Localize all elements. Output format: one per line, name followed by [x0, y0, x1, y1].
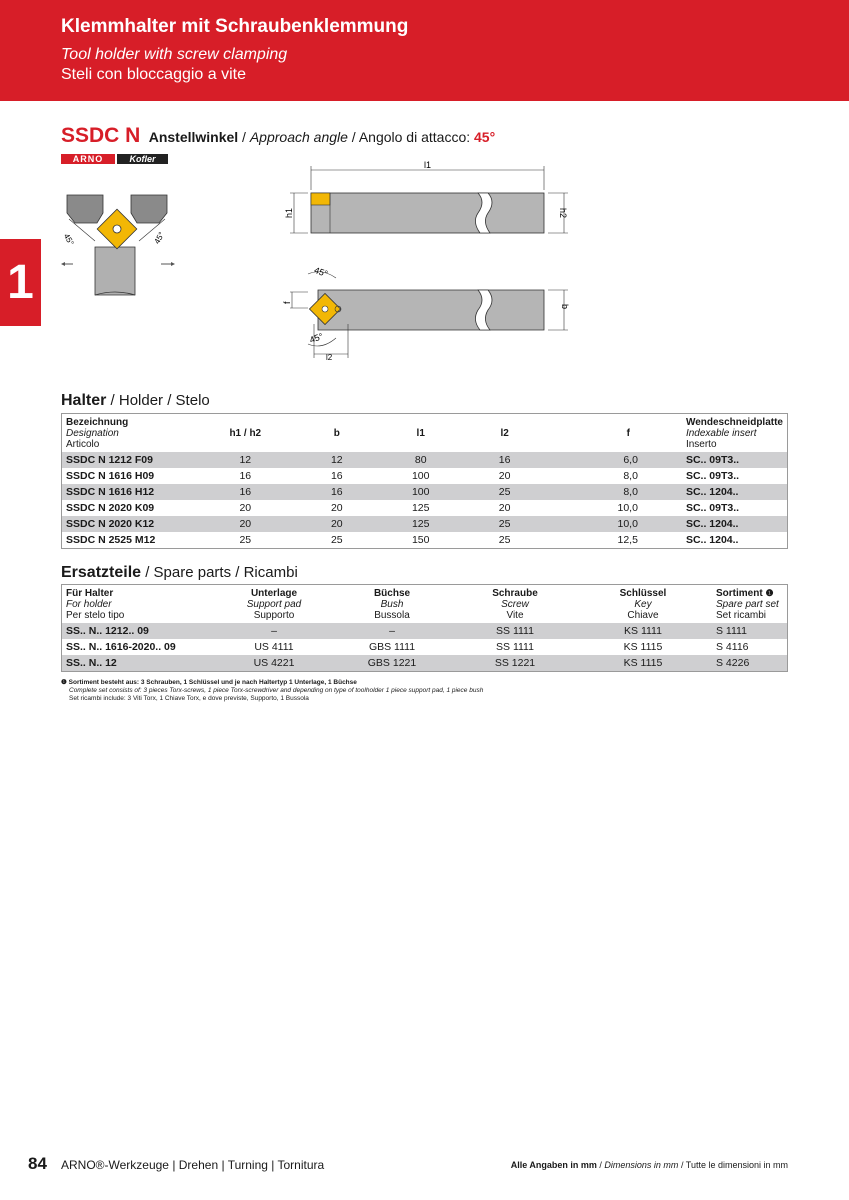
col-bush: Büchse Bush Bussola: [373, 588, 411, 621]
chapter-tab: 1: [0, 239, 41, 326]
table-row: SSDC N 1616 H09 16 16 100 20 8,0 SC.. 09T3..: [66, 470, 740, 482]
col-l2: l2: [500, 428, 509, 439]
dim-l1-label: l1: [424, 160, 432, 170]
dim-h2-label: h2: [558, 208, 568, 219]
dim-h1-label: h1: [284, 207, 294, 218]
table-row: SSDC N 2020 K12 20 20 125 25 10,0 SC.. 1204..: [62, 516, 788, 532]
col-b: b: [333, 428, 340, 439]
info-icon: ❶: [61, 679, 67, 686]
spares-table: [61, 584, 788, 672]
kofler-logo: Kofler: [117, 154, 168, 164]
angle-label-en: Approach angle: [249, 129, 348, 145]
table-row: SSDC N 1616 H12 16 16 100 25 8,0 SC.. 1204..: [62, 484, 788, 500]
header-title-en: Tool holder with screw clamping: [61, 46, 288, 63]
table-row: SS.. N.. 1212.. 09 – – SS 1111 KS 1111 S 1111: [62, 623, 788, 639]
page-number: 84: [28, 1154, 47, 1173]
table-row: SS.. N.. 12 US 4221 GBS 1221 SS 1221 KS 1115 S 4226: [62, 655, 788, 672]
col-support-pad: Unterlage Support pad Supporto: [246, 588, 302, 621]
angle-right-label: 45°: [152, 230, 167, 246]
page-footer: [0, 1150, 849, 1180]
table-row: SSDC N 2020 K09 20 20 125 20 10,0 SC.. 09T3..: [66, 502, 740, 514]
angle-label-it: Angolo di attacco:: [358, 129, 471, 145]
col-insert: Wendeschneidplatte Indexable insert Inserto: [685, 417, 783, 450]
spares-section-title: Ersatzteile / Spare parts / Ricambi: [61, 564, 298, 581]
product-title: SSDC N Anstellwinkel / Approach angle / Angolo di attacco: 45°: [61, 124, 496, 147]
holder-head-drawing: [55, 185, 185, 300]
col-l1: l1: [416, 428, 425, 439]
holder-section-title: Halter / Holder / Stelo: [61, 392, 210, 409]
arno-logo: ARNO: [61, 154, 115, 164]
page-header: [0, 0, 849, 101]
table-row: SSDC N 1212 F09 12 12 80 16 6,0 SC.. 09T3..: [62, 452, 788, 468]
header-title-de: Klemmhalter mit Schraubenklemmung: [61, 16, 409, 37]
holder-table: [61, 413, 788, 549]
col-spare-set: Sortiment ❶ Spare part set Set ricambi: [716, 588, 779, 621]
angle-top-label: 45°: [312, 264, 330, 280]
footer-brand: ARNO®-Werkzeuge | Drehen | Turning | Tornitura: [61, 1158, 325, 1172]
angle-bottom-label: 45°: [308, 331, 325, 346]
col-h1h2: h1 / h2: [229, 428, 262, 439]
col-screw: Schraube Screw Vite: [492, 588, 538, 621]
top-view-drawing: [278, 262, 578, 362]
dim-b-label: b: [560, 304, 570, 310]
col-for-holder: Für Halter For holder Per stelo tipo: [66, 588, 125, 621]
angle-left-label: 45°: [61, 232, 76, 248]
info-icon: ❶: [765, 588, 774, 598]
side-view-drawing: [278, 160, 578, 240]
angle-value: 45°: [474, 129, 496, 145]
col-key: Schlüssel Key Chiave: [619, 588, 667, 621]
dim-f-label: f: [282, 301, 292, 304]
brand-logos: [61, 154, 168, 164]
product-code: SSDC N: [61, 124, 141, 147]
footer-units: Alle Angaben in mm / Dimensions in mm / Tutte le dimensioni in mm: [510, 1160, 788, 1170]
angle-label-de: Anstellwinkel: [148, 129, 239, 145]
dim-l2-label: l2: [326, 353, 333, 362]
spare-set-notes: ❶ Sortiment besteht aus: 3 Schrauben, 1 Schlüssel und je nach Haltertyp 1 Unterlage, 1 Büchse Complete set consists of: 3 pieces Torx-screws, 1 piece Torx-screwdriver and depending on type of toolholder 1 piece support pad, 1 piece bush Set ricambi include: 3 Viti Torx, 1 Chiave Torx, e dove previste, Supporto, 1 Bussola: [61, 679, 484, 702]
header-title-it: Steli con bloccaggio a vite: [61, 66, 246, 83]
col-designation: Bezeichnung Designation Articolo: [66, 417, 129, 450]
table-row: SSDC N 2525 M12 25 25 150 25 12,5 SC.. 1204..: [66, 534, 739, 546]
col-f: f: [626, 428, 630, 439]
table-row: SS.. N.. 1616-2020.. 09 US 4111 GBS 1111 SS 1111 KS 1115 S 4116: [66, 641, 749, 653]
